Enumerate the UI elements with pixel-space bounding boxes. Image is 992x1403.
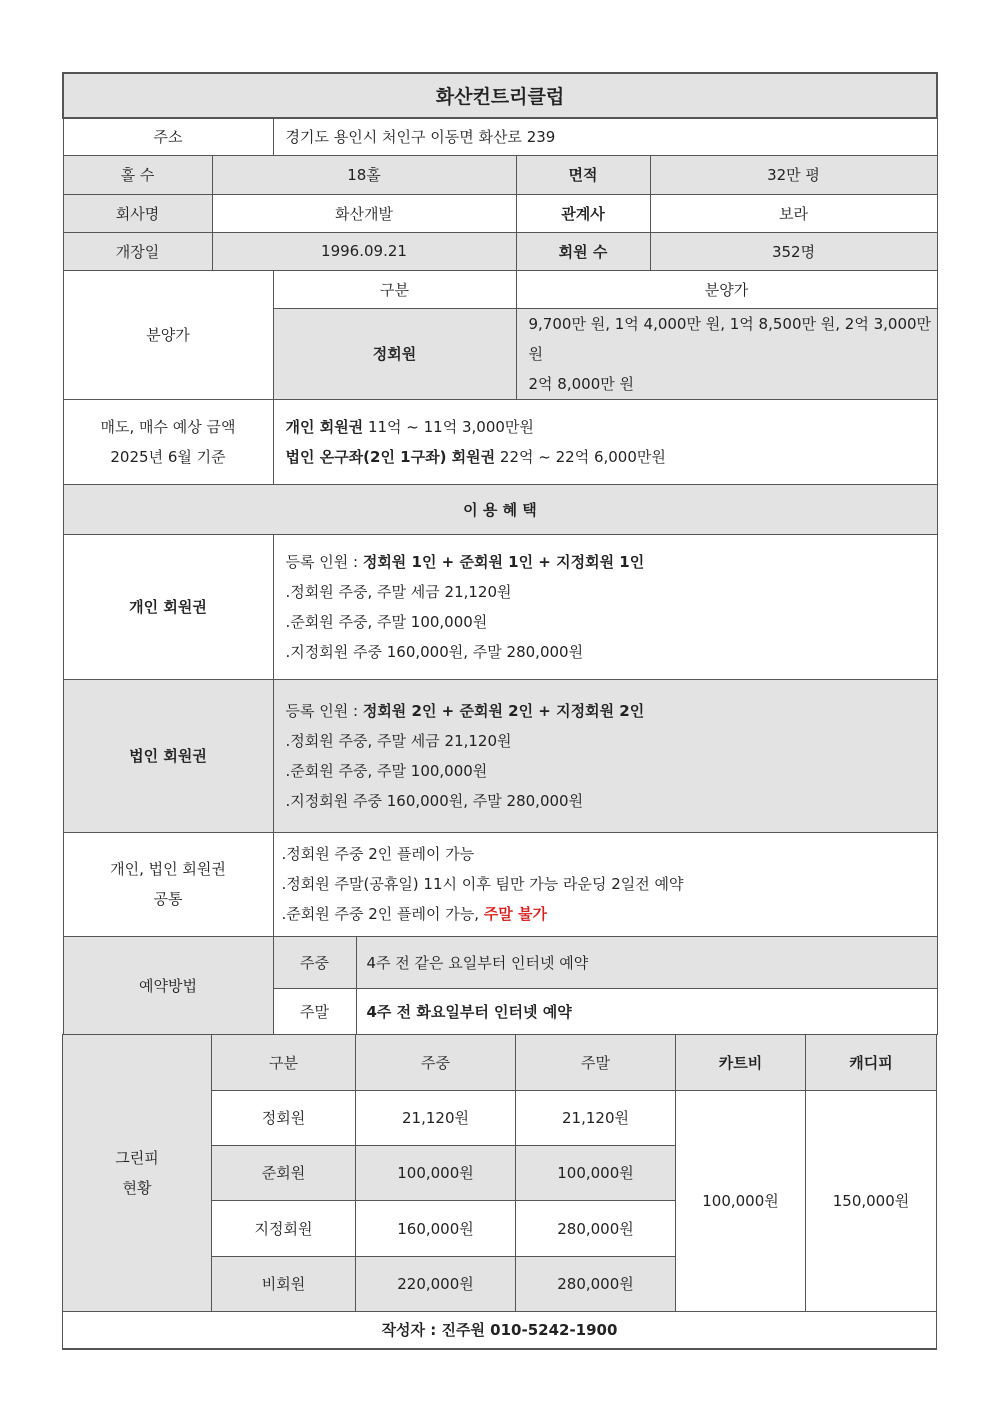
affiliate-value: 보라 — [650, 194, 937, 232]
green-fee-header-weekday: 주중 — [356, 1034, 516, 1090]
trade-label-line-2: 2025년 6월 기준 — [110, 447, 226, 466]
green-fee-row-type: 비회원 — [212, 1256, 356, 1311]
sale-price-col-category: 구분 — [273, 270, 516, 308]
corporate-line-3: .준회원 주중, 주말 100,000원 — [285, 761, 488, 780]
green-fee-row-weekday: 21,120원 — [356, 1090, 516, 1145]
sale-price-row-value — [516, 308, 937, 399]
corporate-line-2: .정회원 주중, 주말 세금 21,120원 — [285, 731, 512, 750]
reservation-weekend-value: 4주 전 화요일부터 인터넷 예약 — [356, 988, 937, 1034]
personal-membership-details — [273, 534, 937, 679]
document — [62, 72, 936, 1350]
cart-fee-value: 100,000원 — [676, 1090, 806, 1311]
green-fee-header-category: 구분 — [212, 1034, 356, 1090]
green-fee-header-caddie: 캐디피 — [806, 1034, 937, 1090]
sale-price-col-price: 분양가 — [516, 270, 937, 308]
green-fee-label-line-2: 현황 — [122, 1178, 152, 1197]
corporate-line-1-members: 정회원 2인 + 준회원 2인 + 지정회원 2인 — [362, 701, 645, 720]
personal-line-4: .지정회원 주중 160,000원, 주말 280,000원 — [285, 642, 584, 661]
author-footer: 작성자 : 진주원 010-5242-1900 — [63, 1311, 937, 1349]
green-fee-row-weekday: 220,000원 — [356, 1256, 516, 1311]
green-fee-row-type: 지정회원 — [212, 1200, 356, 1256]
reservation-weekday-value: 4주 전 같은 요일부터 인터넷 예약 — [356, 936, 937, 988]
opening-value: 1996.09.21 — [212, 232, 516, 270]
corporate-line-1-prefix: 등록 인원 : — [285, 701, 363, 720]
green-fee-row-weekday: 100,000원 — [356, 1145, 516, 1200]
company-value: 화산개발 — [212, 194, 516, 232]
personal-membership-label: 개인 회원권 — [63, 534, 273, 679]
green-fee-row-weekend: 100,000원 — [516, 1145, 676, 1200]
corporate-membership-label: 법인 회원권 — [63, 679, 273, 832]
trade-value — [273, 399, 937, 484]
green-fee-row-weekend: 280,000원 — [516, 1256, 676, 1311]
green-fee-header-cart: 카트비 — [676, 1034, 806, 1090]
address-value: 경기도 용인시 처인구 이동면 화산로 239 — [273, 118, 937, 155]
common-membership-details — [273, 832, 937, 936]
reservation-weekend-label: 주말 — [273, 988, 356, 1034]
membership-info-table — [62, 72, 938, 1035]
affiliate-label: 관계사 — [516, 194, 650, 232]
reservation-weekday-label: 주중 — [273, 936, 356, 988]
weekend-unavailable-note: 주말 불가 — [483, 905, 547, 923]
corporate-membership-details — [273, 679, 937, 832]
personal-line-3: .준회원 주중, 주말 100,000원 — [285, 612, 488, 631]
common-line-1: .정회원 주중 2인 플레이 가능 — [281, 845, 475, 863]
sale-price-row-label: 정회원 — [273, 308, 516, 399]
green-fee-row-weekday: 160,000원 — [356, 1200, 516, 1256]
sale-price-line-1: 9,700만 원, 1억 4,000만 원, 1억 8,500만 원, 2억 3,000만 원 — [528, 314, 932, 363]
benefits-header: 이 용 혜 택 — [63, 484, 937, 534]
common-line-3-text: .준회원 주중 2인 플레이 가능, — [281, 905, 484, 923]
area-label: 면적 — [516, 155, 650, 194]
green-fee-row-weekend: 280,000원 — [516, 1200, 676, 1256]
company-label: 회사명 — [63, 194, 212, 232]
holes-label: 홀 수 — [63, 155, 212, 194]
personal-line-2: .정회원 주중, 주말 세금 21,120원 — [285, 582, 512, 601]
common-line-2: .정회원 주말(공휴일) 11시 이후 팀만 가능 라운딩 2일전 예약 — [281, 875, 684, 893]
sale-price-line-2: 2억 8,000만 원 — [528, 374, 634, 393]
reservation-label: 예약방법 — [63, 936, 273, 1034]
page-title: 화산컨트리클럽 — [63, 73, 937, 118]
trade-line-1-bold: 개인 회원권 — [285, 417, 364, 436]
green-fee-row-type: 정회원 — [212, 1090, 356, 1145]
green-fee-label — [63, 1034, 212, 1311]
green-fee-header-weekend: 주말 — [516, 1034, 676, 1090]
members-value: 352명 — [650, 232, 937, 270]
common-label-line-2: 공통 — [153, 890, 183, 908]
opening-label: 개장일 — [63, 232, 212, 270]
corporate-line-4: .지정회원 주중 160,000원, 주말 280,000원 — [285, 791, 584, 810]
common-label-line-1: 개인, 법인 회원권 — [110, 860, 226, 878]
trade-line-1-rest: 11억 ~ 11억 3,000만원 — [363, 417, 534, 436]
green-fee-row-type: 준회원 — [212, 1145, 356, 1200]
holes-value: 18홀 — [212, 155, 516, 194]
common-membership-label — [63, 832, 273, 936]
trade-line-2-bold: 법인 온구좌(2인 1구좌) 회원권 — [285, 447, 496, 466]
personal-line-1-members: 정회원 1인 + 준회원 1인 + 지정회원 1인 — [362, 552, 645, 571]
green-fee-label-line-1: 그린피 — [115, 1148, 159, 1167]
address-label: 주소 — [63, 118, 273, 155]
trade-label — [63, 399, 273, 484]
sale-price-label: 분양가 — [63, 270, 273, 399]
green-fee-row-weekend: 21,120원 — [516, 1090, 676, 1145]
members-label: 회원 수 — [516, 232, 650, 270]
personal-line-1-prefix: 등록 인원 : — [285, 552, 363, 571]
trade-label-line-1: 매도, 매수 예상 금액 — [100, 417, 236, 436]
caddie-fee-value: 150,000원 — [806, 1090, 937, 1311]
area-value: 32만 평 — [650, 155, 937, 194]
green-fee-table — [62, 1034, 937, 1351]
trade-line-2-rest: 22억 ~ 22억 6,000만원 — [495, 447, 666, 466]
